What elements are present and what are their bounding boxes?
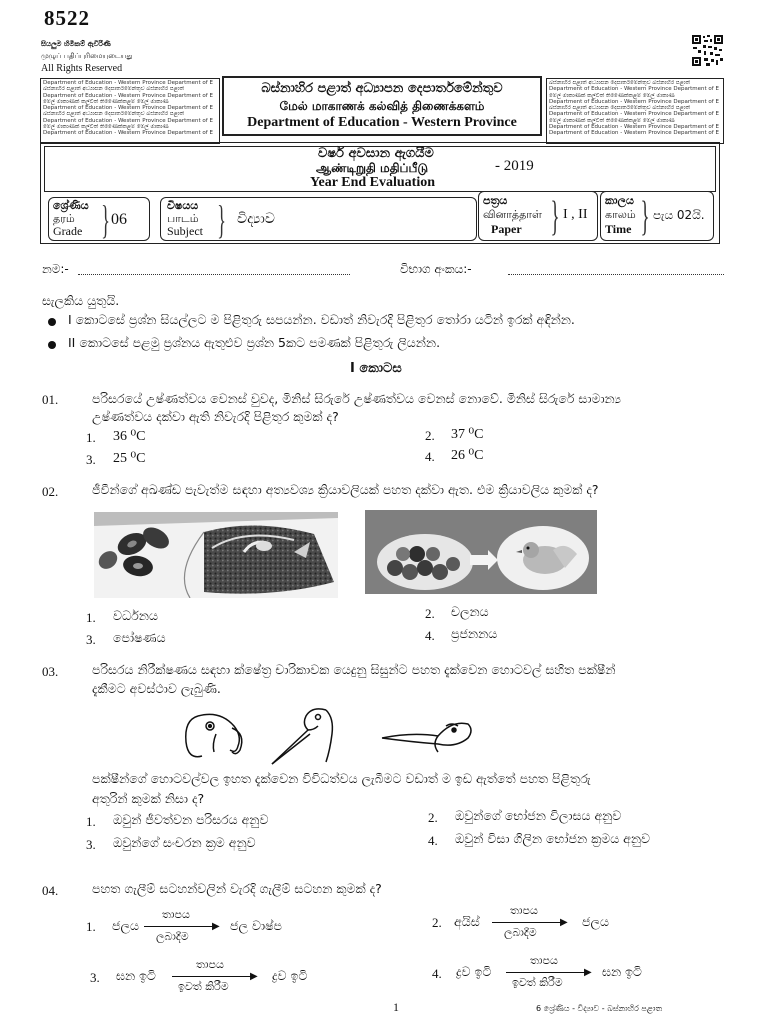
time-box: කාලය காலம் Time } පැය 02යි. bbox=[600, 191, 714, 241]
department-en: Department of Education - Western Province bbox=[247, 115, 517, 130]
paper-box: පත්‍රය வினாத்தாள் Paper } I , II bbox=[478, 191, 598, 241]
q2-opt1[interactable]: වර්ධනය bbox=[113, 608, 158, 623]
copyright-ta: முழுப் பதிப்புரிமையுடையது bbox=[41, 52, 133, 60]
q2-opt2-num: 2. bbox=[425, 606, 435, 621]
q2-opt3-num: 3. bbox=[86, 632, 96, 647]
bird-beaks-image bbox=[176, 704, 476, 766]
qr-code-icon bbox=[691, 34, 724, 67]
page-number: 1 bbox=[393, 1000, 399, 1014]
q3-opt3-num: 3. bbox=[86, 837, 96, 852]
q1-number: 01. bbox=[42, 392, 59, 407]
q2-text-1: ජීවීන්ගේ අඛණ්ඩ පැවැත්ම සඳහා අත්‍යවශ්‍ය ක්‍රියාවලියක් පහත දක්වා ඇත. එම ක්‍රියාවලිය කුමක් ද? bbox=[92, 482, 599, 497]
name-field[interactable] bbox=[78, 274, 350, 275]
long-beak-bird-icon bbox=[382, 723, 471, 752]
q3-opt2[interactable]: ඔවුන්ගේ භෝජන විලාසය අනුව bbox=[455, 808, 622, 823]
exam-title-ta: ஆண்டிறுதி மதிப்பீடு bbox=[316, 161, 429, 175]
q4-option-1[interactable]: 1. ජලය තාපය ▶ ලබාදීම ජල වාෂ්ප bbox=[86, 908, 282, 943]
bullet-icon bbox=[48, 318, 56, 326]
copyright-en: All Rights Reserved bbox=[41, 63, 123, 74]
arrow-head-icon: ▶ bbox=[250, 971, 258, 982]
q2-opt4-num: 4. bbox=[425, 628, 435, 643]
arrow-icon bbox=[506, 972, 590, 973]
index-field[interactable] bbox=[508, 274, 724, 275]
grade-box: ශ්‍රේණිය தரம் Grade } 06 bbox=[48, 197, 150, 241]
paper-value: I , II bbox=[563, 207, 588, 222]
exam-title-si: වර්ෂ අවසාන ඇගයීම bbox=[318, 146, 434, 161]
copyright-si: සියලුම හිමිකම් ඇවිරිණි bbox=[41, 40, 111, 48]
section-title: I කොටස bbox=[350, 361, 402, 376]
q2-number: 02. bbox=[42, 484, 59, 499]
q2-opt1-num: 1. bbox=[86, 610, 96, 625]
q4-number: 04. bbox=[42, 883, 59, 898]
q1-opt4-num: 4. bbox=[425, 449, 435, 464]
q3-text-3: පක්ෂීන්ගේ හොටවල්වල ඉහත දැක්වෙන විවිධත්වය ලැබීමට වඩාත් ම ඉඩ ඇත්තේ පහත පිළිතුරු bbox=[92, 771, 591, 786]
eggs-hatching-image bbox=[365, 510, 597, 594]
q1-opt2-num: 2. bbox=[425, 428, 435, 443]
q1-text-1: පරිසරයේ උෂ්ණත්වය වෙනස් වුවද, මිනිස් සිරුරේ උෂ්ණත්වය වෙනස් නොවේ. මිනිස් සිරුරේ සාමාන්‍ය bbox=[92, 391, 621, 406]
exam-year: - 2019 bbox=[495, 158, 534, 174]
bullet-icon bbox=[48, 341, 56, 349]
q3-text-2: දැකීමට අවස්ථාව ලැබුණි. bbox=[92, 681, 221, 696]
department-ta: மேல் மாகாணக் கல்வித் திணைக்களம் bbox=[279, 99, 485, 113]
brace-icon: } bbox=[640, 194, 650, 240]
q4-option-2[interactable]: 2. අයිස් තාපය ▶ ලබාදීම ජලය bbox=[432, 904, 609, 939]
arrow-icon bbox=[492, 922, 566, 923]
heron-beak-icon bbox=[272, 709, 332, 764]
q3-opt4-num: 4. bbox=[428, 833, 438, 848]
brace-icon: } bbox=[550, 194, 560, 240]
q3-opt1[interactable]: ඔවුන් ජීවත්වන පරිසරය අනුව bbox=[113, 812, 269, 827]
department-si: බස්නාහිර පළාත් අධ්‍යාපන දෙපාර්තමේන්තුව bbox=[261, 81, 503, 96]
name-label: නම:- bbox=[42, 262, 69, 276]
q2-opt2[interactable]: චලනය bbox=[451, 604, 489, 619]
arrow-icon bbox=[172, 976, 256, 977]
grade-value: 06 bbox=[111, 211, 127, 228]
q1-opt3-num: 3. bbox=[86, 452, 96, 467]
q1-opt1[interactable]: 36 ⁰C bbox=[113, 429, 146, 444]
q2-opt3[interactable]: පෝෂණය bbox=[113, 630, 166, 645]
brace-icon: } bbox=[101, 197, 110, 242]
subject-box: විෂයය பாடம் Subject } විද්‍යාව bbox=[160, 197, 477, 241]
arrow-head-icon: ▶ bbox=[560, 917, 568, 928]
q1-opt4[interactable]: 26 ⁰C bbox=[451, 448, 484, 463]
q3-text-1: පරිසරය නිරීක්ෂණය සඳහා ක්ෂේත්‍ර චාරිකාවක යෙදුනු සිසුන්ට පහත දැක්වෙන හොටවල් සහිත පක්ෂීන් bbox=[92, 662, 616, 677]
q1-opt1-num: 1. bbox=[86, 430, 96, 445]
exam-title-en: Year End Evaluation bbox=[310, 175, 435, 190]
q4-option-3[interactable]: 3. ඝන ඉටි තාපය ▶ ඉවත් කිරීම ද්‍රව ඉටි bbox=[90, 958, 308, 993]
seeds-germination-image bbox=[94, 512, 338, 598]
department-box bbox=[222, 76, 542, 136]
q4-option-4[interactable]: 4. ද්‍රව ඉටි තාපය ▶ ඉවත් කිරීම ඝන ඉටි bbox=[432, 954, 642, 989]
q3-number: 03. bbox=[42, 664, 59, 679]
footer-label: 6 ශ්‍රේණිය - විද්‍යාව - බස්නාහිර පළාත bbox=[536, 1004, 663, 1013]
q3-opt4[interactable]: ඔවුන් විසා ගිලින භෝජන ක්‍රමය අනුව bbox=[455, 831, 651, 846]
time-value: පැය 02යි. bbox=[653, 208, 705, 222]
q3-opt1-num: 1. bbox=[86, 814, 96, 829]
q3-opt2-num: 2. bbox=[428, 810, 438, 825]
paper-code: 8522 bbox=[44, 6, 90, 30]
index-label: විභාග අංකය:- bbox=[400, 262, 472, 276]
parrot-beak-icon bbox=[186, 714, 242, 756]
arrow-icon bbox=[144, 926, 218, 927]
subject-value: විද්‍යාව bbox=[237, 211, 275, 227]
q3-text-4: අතුරින් කුමක් නිසා ද? bbox=[92, 791, 205, 806]
q2-opt4[interactable]: ප්‍රජනනය bbox=[451, 626, 498, 641]
arrow-head-icon: ▶ bbox=[212, 921, 220, 932]
instruction-1: I කොටසේ ප්‍රශ්න සියල්ලට ම පිළිතුරු සපයන්න. වඩාත් නිවැරදි පිළිතුර තෝරා යටින් ඉරක් අඳින්න. bbox=[68, 312, 575, 327]
instruction-2: II කොටසේ පළමු ප්‍රශ්නය ඇතුළුව ප්‍රශ්න 5කට පමණක් පිළිතුරු ලියන්න. bbox=[68, 335, 441, 350]
watermark-box-right: බස්නාහිර පළාත් අධ්‍යාපන දෙපාර්තමේන්තුව බස්නාහිර පළාත් Department of Education - Western Province Department of E මේල් මාකාණක් කල්විත් තිණෛක්කළම් මේල් මාකාණ Department of Education - Western Province Department of E බස්නාහිර පළාත් අධ්‍යාපන දෙපාර්තමේන්තුව බස්නාහිර පළාත් Department of Education - Western Province Department of E මේල් මාකාණක් කල්විත් තිණෛක්කළම් මේල් මාකාණ Department of Education - Western Province Department of E Department of Education - Western Province Department of E bbox=[546, 78, 724, 144]
q3-opt3[interactable]: ඔවුන්ගේ සංචරන ක්‍රම අනුව bbox=[113, 835, 256, 850]
q1-text-2: උෂ්ණත්වය දක්වා ඇති නිවැරදි පිළිතුර කුමක් ද? bbox=[92, 409, 339, 424]
q4-text-1: පහත ගැලීම් සටහන්වලින් වැරදි ගැලීම් සටහන කුමක් ද? bbox=[92, 881, 382, 896]
arrow-head-icon: ▶ bbox=[584, 967, 592, 978]
q1-opt2[interactable]: 37 ⁰C bbox=[451, 427, 484, 442]
q1-opt3[interactable]: 25 ⁰C bbox=[113, 451, 146, 466]
watermark-box-left: Department of Education - Western Province Department of E බස්නාහිර පළාත් අධ්‍යාපන දෙපාර්තමේන්තුව බස්නාහිර පළාත් Department of Education - Western Province Department of E මේල් මාකාණක් කල්විත් තිණෛක්කළම් මේල් මාකාණ Department of Education - Western Province Department of E බස්නාහිර පළාත් අධ්‍යාපන දෙපාර්තමේන්තුව බස්නාහිර පළාත් Department of Education - Western Province Department of E මේල් මාකාණක් කල්විත් තිණෛක්කළම් මේල් මාකාණ Department of Education - Western Province Department of E bbox=[40, 78, 220, 144]
brace-icon: } bbox=[217, 197, 226, 242]
instructions-heading: සැලකිය යුතුයි. bbox=[42, 293, 120, 308]
